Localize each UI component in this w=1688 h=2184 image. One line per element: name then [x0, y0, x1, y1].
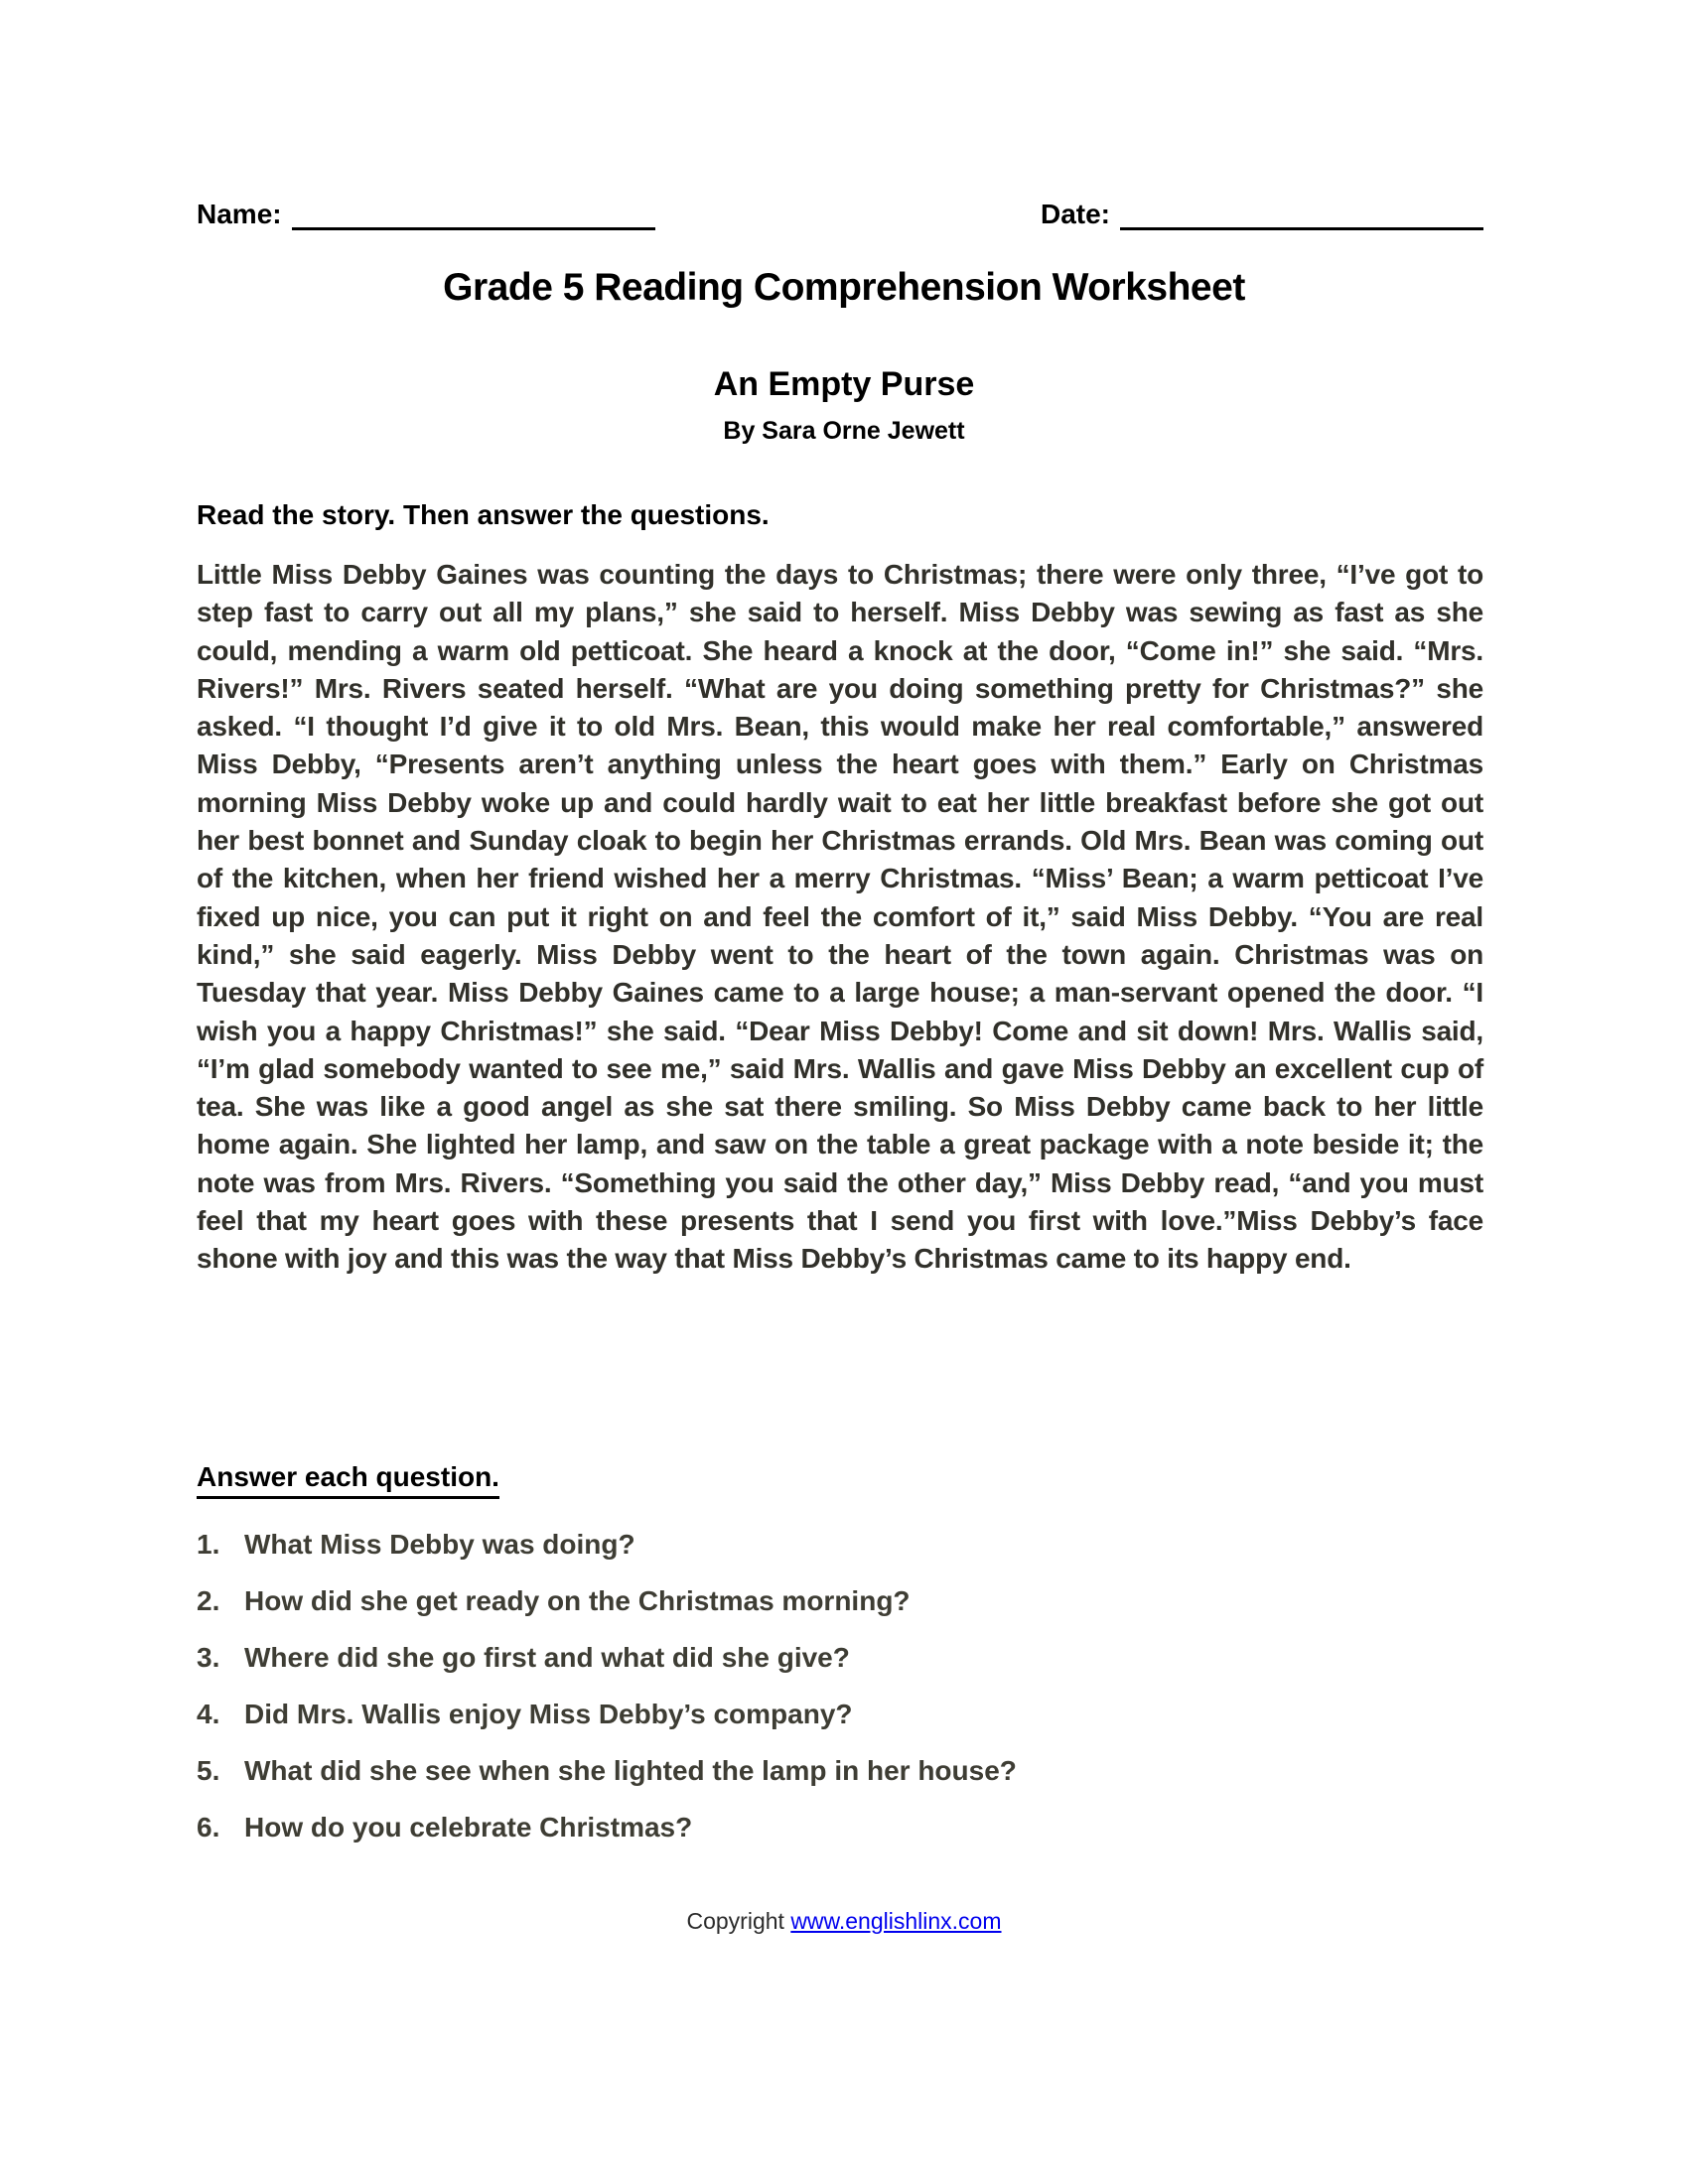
question-text: How did she get ready on the Christmas morning?	[244, 1585, 911, 1616]
answer-heading	[197, 1461, 499, 1499]
question-item-2	[197, 1582, 1483, 1620]
question-item-5	[197, 1752, 1483, 1790]
name-field-group	[197, 197, 655, 230]
copyright-link[interactable]: www.englishlinx.com	[790, 1908, 1002, 1934]
question-item-6	[197, 1809, 1483, 1846]
question-item-4	[197, 1696, 1483, 1733]
question-text: How do you celebrate Christmas?	[244, 1812, 693, 1843]
read-instruction: Read the story. Then answer the questions.	[197, 499, 770, 530]
story-text: Little Miss Debby Gaines was counting the days to Christmas; there were only three, “I’ve got to step fast to carry out all my plans,” she said to herself. Miss Debby was sewing as fast as she could, mending a warm old petticoat. She heard a knock at the door, “Come in!” she said. “Mrs. Rivers!” Mrs. Rivers seated herself. “What are you doing something pretty for Christmas?” she asked. “I thought I’d give it to old Mrs. Bean, this would make her real comfortable,” answered Miss Debby, “Presents aren’t anything unless the heart goes with them.” Early on Christmas morning Miss Debby woke up and could hardly wait to eat her little breakfast before she got out her best bonnet and Sunday cloak to begin her Christmas errands. Old Mrs. Bean was coming out of the kitchen, when her friend wished her a merry Christmas. “Miss’ Bean; a warm petticoat I’ve fixed up nice, you can put it right on and feel the comfort of it,” said Miss Debby. “You are real kind,” she said eagerly. Miss Debby went to the heart of the town again. Christmas was on Tuesday that year. Miss Debby Gaines came to a large house; a man-servant opened the door. “I wish you a happy Christmas!” she said. “Dear Miss Debby! Come and sit down! Mrs. Wallis said, “I’m glad somebody wanted to see me,” said Mrs. Wallis and gave Miss Debby an excellent cup of tea. She was like a good angel as she sat there smiling. So Miss Debby came back to her little home again. She lighted her lamp, and saw on the table a great package with a note beside it; the note was from Mrs. Rivers. “Something you said the other day,” Miss Debby read, “and you must feel that my heart goes with these presents that I send you first with love.”Miss Debby’s face shone with joy and this was the way that Miss Debby’s Christmas came to its happy end.	[197, 559, 1483, 1275]
question-number: 1.	[197, 1529, 220, 1560]
story-byline: By Sara Orne Jewett	[723, 417, 965, 445]
footer	[0, 1908, 1688, 1935]
question-number: 2.	[197, 1585, 220, 1616]
question-text: Where did she go first and what did she give?	[244, 1642, 850, 1673]
question-number: 5.	[197, 1755, 220, 1786]
question-number: 6.	[197, 1812, 220, 1843]
copyright-label: Copyright	[686, 1908, 791, 1934]
question-item-3	[197, 1639, 1483, 1677]
date-field-group	[1041, 197, 1483, 230]
story-title: An Empty Purse	[713, 365, 975, 403]
answer-heading-text: Answer each question.	[197, 1461, 499, 1499]
header-row	[197, 197, 1483, 230]
question-text: What did she see when she lighted the lamp in her house?	[244, 1755, 1017, 1786]
name-label: Name:	[197, 199, 282, 230]
questions-list	[197, 1526, 1483, 1865]
date-label: Date:	[1040, 199, 1110, 230]
question-item-1	[197, 1526, 1483, 1564]
question-text: What Miss Debby was doing?	[244, 1529, 635, 1560]
worksheet-title: Grade 5 Reading Comprehension Worksheet	[443, 266, 1245, 309]
name-blank-line	[292, 197, 655, 230]
question-number: 3.	[197, 1642, 220, 1673]
question-number: 4.	[197, 1699, 220, 1729]
question-text: Did Mrs. Wallis enjoy Miss Debby’s company?	[244, 1699, 853, 1729]
date-blank-line	[1120, 197, 1483, 230]
